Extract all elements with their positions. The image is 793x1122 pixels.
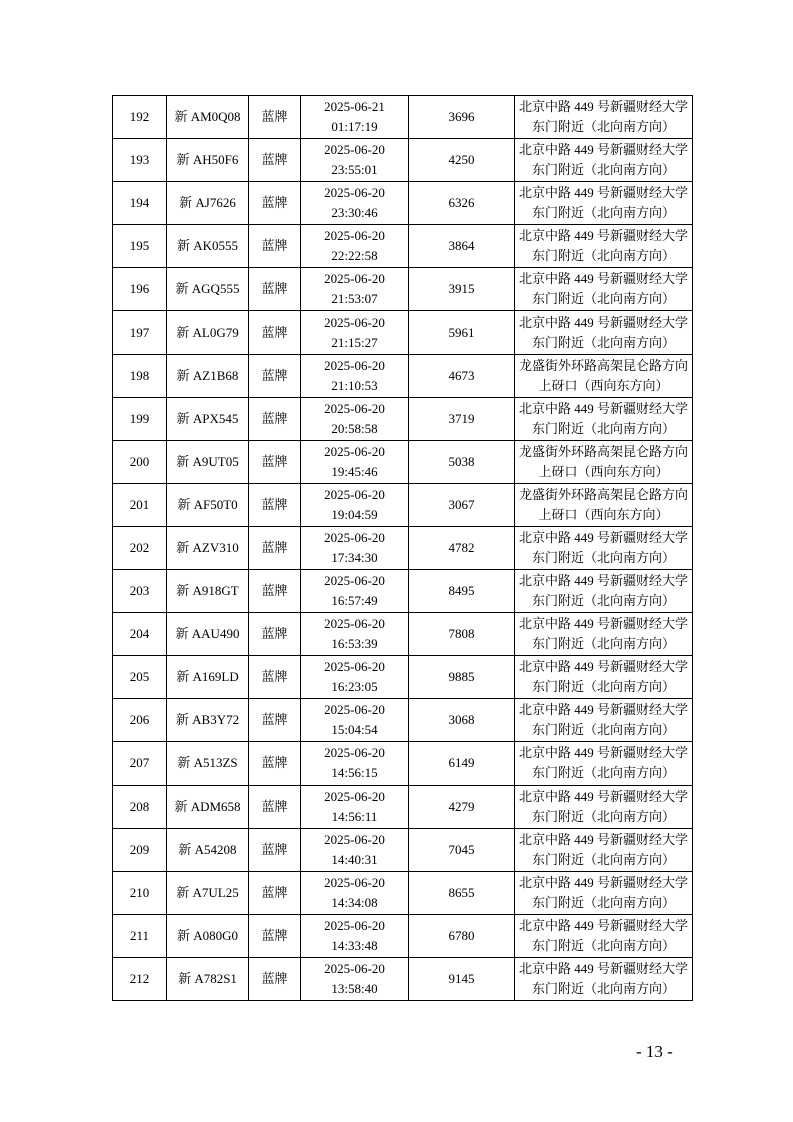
location-line-2: 东门附近（北向南方向） [531,119,675,135]
location-line-1: 北京中路 449 号新疆财经大学 [518,745,688,761]
row-number-cell: 197 [113,311,167,354]
datetime-cell [301,397,409,440]
time-text: 13:58:40 [331,980,378,996]
row-number-cell: 194 [113,182,167,225]
date-text: 2025-06-20 [324,960,385,976]
page-number: - 13 - [636,1042,673,1061]
row-number-cell: 207 [113,742,167,785]
plate-number-cell: 新 A513ZS [167,742,249,785]
location-line-2: 东门附近（北向南方向） [531,679,675,695]
plate-number-cell: 新 AAU490 [167,613,249,656]
datetime-cell [301,871,409,914]
location-cell [515,354,693,397]
location-cell [515,699,693,742]
count-cell: 3696 [409,96,515,139]
plate-color-cell: 蓝牌 [249,742,301,785]
row-number-cell: 202 [113,526,167,569]
location-cell [515,914,693,957]
plate-number-cell: 新 AL0G79 [167,311,249,354]
table-row [113,957,693,1000]
date-text: 2025-06-20 [324,529,385,545]
date-text: 2025-06-20 [324,616,385,632]
location-line-1: 北京中路 449 号新疆财经大学 [518,874,688,890]
time-text: 14:56:11 [331,808,378,824]
row-number-cell: 201 [113,483,167,526]
datetime-cell [301,828,409,871]
plate-color-cell: 蓝牌 [249,526,301,569]
plate-color-cell: 蓝牌 [249,699,301,742]
row-number-cell: 211 [113,914,167,957]
location-line-1: 北京中路 449 号新疆财经大学 [518,142,688,158]
plate-color-cell: 蓝牌 [249,139,301,182]
plate-number-cell: 新 A080G0 [167,914,249,957]
location-cell [515,397,693,440]
count-cell: 3864 [409,225,515,268]
location-line-2: 上砑口（西向东方向） [538,377,669,393]
location-line-1: 龙盛街外环路高架昆仑路方向 [518,443,688,459]
location-cell [515,483,693,526]
plate-number-cell: 新 AJ7626 [167,182,249,225]
plate-color-cell: 蓝牌 [249,311,301,354]
date-text: 2025-06-20 [324,917,385,933]
location-line-2: 东门附近（北向南方向） [531,248,675,264]
count-cell: 6149 [409,742,515,785]
location-line-2: 东门附近（北向南方向） [531,722,675,738]
table-row [113,828,693,871]
location-line-1: 北京中路 449 号新疆财经大学 [518,314,688,330]
time-text: 14:40:31 [331,851,378,867]
row-number-cell: 200 [113,440,167,483]
table-row [113,742,693,785]
location-cell [515,182,693,225]
location-line-1: 北京中路 449 号新疆财经大学 [518,960,688,976]
date-text: 2025-06-20 [324,874,385,890]
row-number-cell: 212 [113,957,167,1000]
count-cell: 3719 [409,397,515,440]
location-line-1: 北京中路 449 号新疆财经大学 [518,788,688,804]
datetime-cell [301,440,409,483]
count-cell: 6326 [409,182,515,225]
location-line-2: 东门附近（北向南方向） [531,549,675,565]
row-number-cell: 195 [113,225,167,268]
table-row [113,225,693,268]
location-line-2: 东门附近（北向南方向） [531,334,675,350]
time-text: 16:53:39 [331,636,378,652]
location-line-2: 东门附近（北向南方向） [531,593,675,609]
time-text: 17:34:30 [331,549,378,565]
datetime-cell [301,656,409,699]
datetime-cell [301,483,409,526]
plate-number-cell: 新 A782S1 [167,957,249,1000]
plate-color-cell: 蓝牌 [249,656,301,699]
location-line-1: 北京中路 449 号新疆财经大学 [518,702,688,718]
datetime-cell [301,139,409,182]
date-text: 2025-06-20 [324,142,385,158]
location-line-2: 东门附近（北向南方向） [531,937,675,953]
location-line-2: 东门附近（北向南方向） [531,291,675,307]
location-line-1: 北京中路 449 号新疆财经大学 [518,917,688,933]
datetime-cell [301,914,409,957]
location-line-1: 北京中路 449 号新疆财经大学 [518,99,688,115]
plate-number-cell: 新 A9UT05 [167,440,249,483]
location-cell [515,268,693,311]
plate-number-cell: 新 APX545 [167,397,249,440]
time-text: 23:30:46 [331,205,378,221]
plate-color-cell: 蓝牌 [249,354,301,397]
datetime-cell [301,570,409,613]
row-number-cell: 203 [113,570,167,613]
count-cell: 5961 [409,311,515,354]
location-line-2: 上砑口（西向东方向） [538,463,669,479]
datetime-cell [301,354,409,397]
row-number-cell: 192 [113,96,167,139]
count-cell: 3067 [409,483,515,526]
count-cell: 7808 [409,613,515,656]
count-cell: 4279 [409,785,515,828]
table-row [113,440,693,483]
location-line-2: 东门附近（北向南方向） [531,765,675,781]
row-number-cell: 208 [113,785,167,828]
time-text: 16:57:49 [331,593,378,609]
row-number-cell: 199 [113,397,167,440]
plate-number-cell: 新 AB3Y72 [167,699,249,742]
table-row [113,613,693,656]
count-cell: 7045 [409,828,515,871]
plate-color-cell: 蓝牌 [249,785,301,828]
row-number-cell: 198 [113,354,167,397]
time-text: 16:23:05 [331,679,378,695]
location-line-1: 北京中路 449 号新疆财经大学 [518,529,688,545]
count-cell: 5038 [409,440,515,483]
datetime-cell [301,699,409,742]
row-number-cell: 196 [113,268,167,311]
table-row [113,526,693,569]
row-number-cell: 205 [113,656,167,699]
datetime-cell [301,785,409,828]
datetime-cell [301,526,409,569]
row-number-cell: 210 [113,871,167,914]
plate-color-cell: 蓝牌 [249,397,301,440]
date-text: 2025-06-20 [324,702,385,718]
datetime-cell [301,957,409,1000]
date-text: 2025-06-20 [324,400,385,416]
plate-color-cell: 蓝牌 [249,96,301,139]
location-line-1: 北京中路 449 号新疆财经大学 [518,573,688,589]
count-cell: 4782 [409,526,515,569]
location-cell [515,613,693,656]
table-row [113,570,693,613]
location-line-1: 北京中路 449 号新疆财经大学 [518,185,688,201]
time-text: 14:33:48 [331,937,378,953]
datetime-cell [301,613,409,656]
plate-color-cell: 蓝牌 [249,483,301,526]
plate-color-cell: 蓝牌 [249,914,301,957]
plate-color-cell: 蓝牌 [249,225,301,268]
count-cell: 8495 [409,570,515,613]
date-text: 2025-06-20 [324,357,385,373]
time-text: 21:15:27 [331,334,378,350]
row-number-cell: 209 [113,828,167,871]
table-row [113,268,693,311]
plate-color-cell: 蓝牌 [249,268,301,311]
plate-color-cell: 蓝牌 [249,613,301,656]
plate-number-cell: 新 A54208 [167,828,249,871]
table-row [113,182,693,225]
plate-number-cell: 新 A169LD [167,656,249,699]
location-line-1: 北京中路 449 号新疆财经大学 [518,831,688,847]
count-cell: 4673 [409,354,515,397]
plate-number-cell: 新 AGQ555 [167,268,249,311]
row-number-cell: 204 [113,613,167,656]
plate-number-cell: 新 A7UL25 [167,871,249,914]
location-line-1: 北京中路 449 号新疆财经大学 [518,271,688,287]
location-cell [515,957,693,1000]
date-text: 2025-06-20 [324,314,385,330]
location-line-1: 北京中路 449 号新疆财经大学 [518,400,688,416]
date-text: 2025-06-20 [324,443,385,459]
location-cell [515,96,693,139]
time-text: 14:56:15 [331,765,378,781]
date-text: 2025-06-20 [324,185,385,201]
count-cell: 8655 [409,871,515,914]
time-text: 19:04:59 [331,506,378,522]
datetime-cell [301,311,409,354]
datetime-cell [301,96,409,139]
date-text: 2025-06-20 [324,486,385,502]
plate-color-cell: 蓝牌 [249,570,301,613]
location-line-2: 东门附近（北向南方向） [531,894,675,910]
datetime-cell [301,182,409,225]
table-row [113,139,693,182]
table-row [113,96,693,139]
location-cell [515,742,693,785]
location-line-1: 北京中路 449 号新疆财经大学 [518,659,688,675]
datetime-cell [301,742,409,785]
plate-number-cell: 新 AZ1B68 [167,354,249,397]
time-text: 15:04:54 [331,722,378,738]
plate-number-cell: 新 ADM658 [167,785,249,828]
location-line-1: 龙盛街外环路高架昆仑路方向 [518,486,688,502]
datetime-cell [301,225,409,268]
count-cell: 3068 [409,699,515,742]
location-cell [515,785,693,828]
location-cell [515,311,693,354]
location-line-2: 上砑口（西向东方向） [538,506,669,522]
location-line-2: 东门附近（北向南方向） [531,851,675,867]
location-cell [515,656,693,699]
location-line-2: 东门附近（北向南方向） [531,636,675,652]
location-cell [515,570,693,613]
table-row [113,483,693,526]
time-text: 21:53:07 [331,291,378,307]
location-cell [515,828,693,871]
time-text: 01:17:19 [331,119,378,135]
time-text: 21:10:53 [331,377,378,393]
location-line-1: 北京中路 449 号新疆财经大学 [518,228,688,244]
plate-color-cell: 蓝牌 [249,182,301,225]
row-number-cell: 206 [113,699,167,742]
records-table [112,95,693,1001]
date-text: 2025-06-20 [324,659,385,675]
count-cell: 3915 [409,268,515,311]
table-row [113,785,693,828]
plate-number-cell: 新 AZV310 [167,526,249,569]
location-cell [515,871,693,914]
plate-number-cell: 新 A918GT [167,570,249,613]
date-text: 2025-06-20 [324,788,385,804]
date-text: 2025-06-20 [324,573,385,589]
location-line-2: 东门附近（北向南方向） [531,980,675,996]
count-cell: 6780 [409,914,515,957]
plate-number-cell: 新 AH50F6 [167,139,249,182]
location-line-1: 北京中路 449 号新疆财经大学 [518,616,688,632]
table-row [113,311,693,354]
count-cell: 9885 [409,656,515,699]
time-text: 19:45:46 [331,463,378,479]
time-text: 22:22:58 [331,248,378,264]
table-row [113,871,693,914]
time-text: 20:58:58 [331,420,378,436]
plate-color-cell: 蓝牌 [249,871,301,914]
table-row [113,656,693,699]
location-line-2: 东门附近（北向南方向） [531,162,675,178]
date-text: 2025-06-20 [324,271,385,287]
location-cell [515,526,693,569]
table-row [113,699,693,742]
location-cell [515,440,693,483]
location-line-2: 东门附近（北向南方向） [531,808,675,824]
plate-number-cell: 新 AM0Q08 [167,96,249,139]
time-text: 14:34:08 [331,894,378,910]
plate-color-cell: 蓝牌 [249,440,301,483]
date-text: 2025-06-20 [324,228,385,244]
date-text: 2025-06-21 [324,99,385,115]
time-text: 23:55:01 [331,162,378,178]
plate-number-cell: 新 AF50T0 [167,483,249,526]
location-cell [515,139,693,182]
records-table-body [113,96,693,1001]
table-row [113,354,693,397]
plate-number-cell: 新 AK0555 [167,225,249,268]
datetime-cell [301,268,409,311]
row-number-cell: 193 [113,139,167,182]
table-row [113,397,693,440]
location-line-2: 东门附近（北向南方向） [531,420,675,436]
date-text: 2025-06-20 [324,831,385,847]
location-line-1: 龙盛街外环路高架昆仑路方向 [518,357,688,373]
plate-color-cell: 蓝牌 [249,828,301,871]
location-line-2: 东门附近（北向南方向） [531,205,675,221]
location-cell [515,225,693,268]
date-text: 2025-06-20 [324,745,385,761]
table-row [113,914,693,957]
count-cell: 9145 [409,957,515,1000]
plate-color-cell: 蓝牌 [249,957,301,1000]
count-cell: 4250 [409,139,515,182]
